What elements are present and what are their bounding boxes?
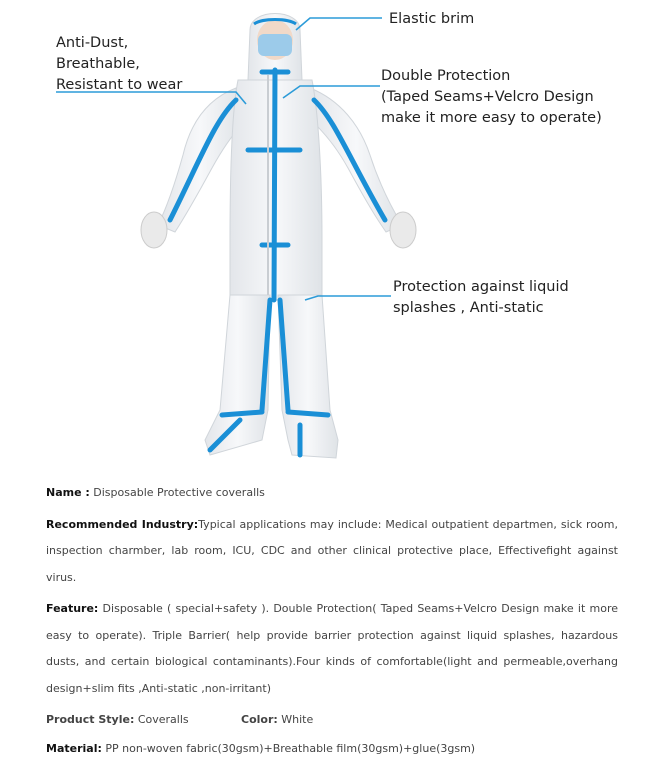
name-label: Name : (46, 486, 90, 499)
style-label: Product Style: (46, 713, 135, 726)
color-value: White (277, 713, 314, 726)
spec-name (46, 480, 618, 507)
material-label: Material: (46, 741, 102, 755)
callout-anti-dust: Anti-Dust, Breathable, Resistant to wear (56, 35, 183, 93)
color-label: Color: (241, 713, 278, 726)
spec-industry (46, 512, 618, 592)
spec-text-block (46, 480, 618, 767)
callout-double-protection: Double Protection (Taped Seams+Velcro Design make it more easy to operate) (381, 68, 602, 126)
spec-color (241, 707, 313, 734)
industry-value: Typical applications may include: Medical outpatient departmen, sick room, inspection charmber, lab room, ICU, CDC and other clinical protective place, Effectivefight against virus. (46, 517, 618, 584)
spec-material (46, 736, 618, 763)
face-mask (258, 34, 292, 56)
right-glove (390, 212, 416, 248)
feature-value: Disposable ( special+safety ). Double Protection( Taped Seams+Velcro Design make it more easy to operate). Triple Barrier( help provide barrier protection against liquid splashes, hazardous dusts, and certain biological contaminants).Four kinds of comfortable(light and permeable,overhang design+slim fits ,Anti-static ,non-irritant) (46, 602, 618, 695)
callout-elastic-brim: Elastic brim (389, 11, 475, 27)
spec-style-color-row (46, 707, 618, 734)
spec-feature (46, 596, 618, 702)
callout-liquid-protection: Protection against liquid splashes , Anti-static (393, 279, 569, 316)
style-value: Coveralls (134, 713, 189, 726)
left-glove (141, 212, 167, 248)
industry-label: Recommended Industry: (46, 517, 199, 531)
material-value: PP non-woven fabric(30gsm)+Breathable film(30gsm)+glue(3gsm) (101, 741, 476, 755)
spec-style (46, 707, 241, 734)
name-value: Disposable Protective coveralls (89, 486, 265, 499)
feature-label: Feature: (46, 602, 99, 615)
